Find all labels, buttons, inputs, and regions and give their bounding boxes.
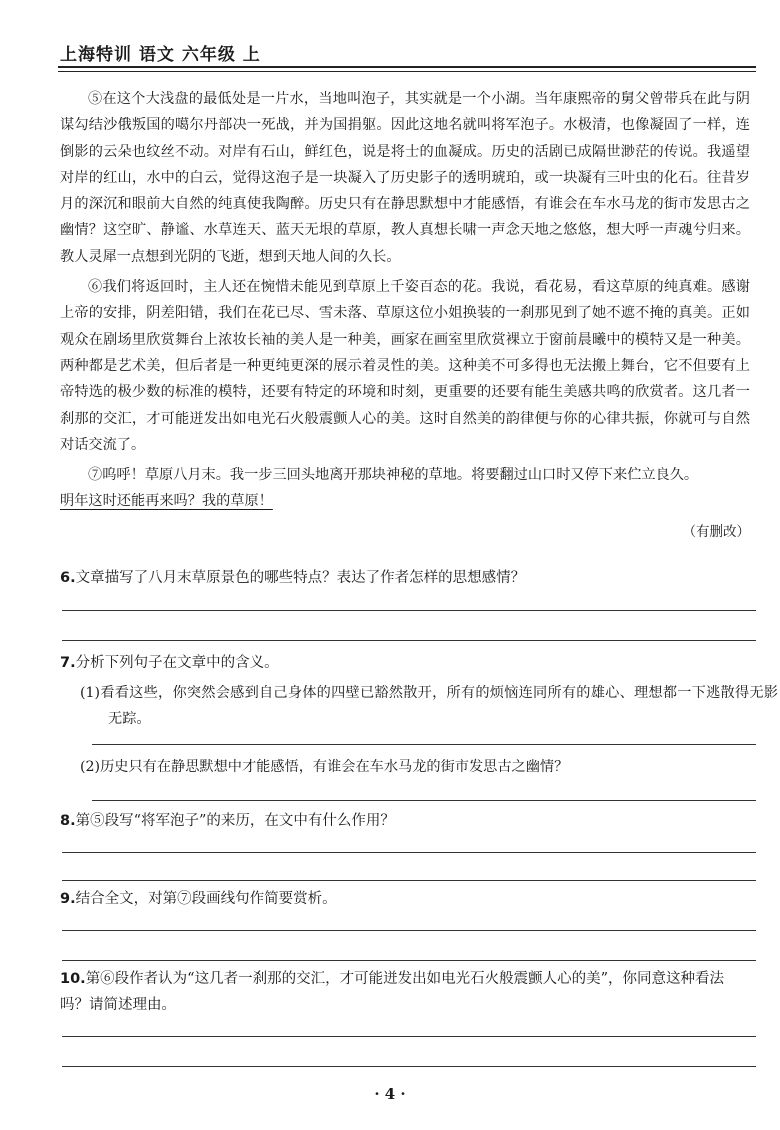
paragraph-7 [60,462,750,488]
header-rule [58,66,756,68]
question-6 [60,565,750,591]
question-text: 结合全文，对第⑦段画线句作简要赏析。 [75,891,337,907]
question-number: 9. [60,891,76,907]
question-text: 文章描写了八月末草原景色的哪些特点？表达了作者怎样的思想感情？ [75,570,526,586]
answer-line[interactable] [62,610,756,611]
answer-line[interactable] [62,852,756,853]
question-8 [60,808,750,834]
answer-line[interactable] [92,744,756,745]
question-text: 第⑤段写“将军泡子”的来历，在文中有什么作用？ [75,813,395,829]
paragraph-7-underlined [60,488,750,514]
question-7-2: (2)历史只有在静思默想中才能感悟，有谁会在车水马龙的街市发思古之幽情？ [80,759,569,775]
question-number: 8. [60,813,76,829]
paragraph-7-text: ⑦呜呼！草原八月末。我一步三回头地离开那块神秘的草地。将要翻过山口时又停下来伫立良久。 [88,467,699,484]
question-number: 6. [60,570,76,586]
answer-line[interactable] [62,1036,756,1037]
answer-line[interactable] [62,930,756,931]
answer-line[interactable] [92,800,756,801]
question-text: 第⑥段作者认为“这几者一刹那的交汇，才可能迸发出如电光石火般震颤人心的美”，你同意这种看法吗？请简述理由。 [60,971,725,1013]
answer-line[interactable] [62,880,756,881]
reading-passage [60,86,750,543]
paragraph-6: ⑥我们将返回时，主人还在惋惜未能见到草原上千姿百态的花。我说，看花易，看这草原的纯真难。感谢上帝的安排，阴差阳错，我们在花已尽、雪未落、草原这位小姐换装的一刹那见到了她不遮不掩的真美。正如观众在剧场里欣赏舞台上浓妆长袖的美人是一种美，画家在画室里欣赏裸立于窗前晨曦中的模特又是一种美。两种都是艺术美，但后者是一种更纯更深的展示着灵性的美。这种美不可多得也无法搬上舞台，它不但要有上帝特选的极少数的标准的模特，还要有特定的环境和时刻，更重要的还要有能生美感共鸣的欣赏者。这几者一刹那的交汇，才可能迸发出如电光石火般震颤人心的美。这时自然美的韵律便与你的心律共振，你就可与自然对话交流了。 [60,279,750,453]
question-number: 7. [60,655,76,671]
answer-line[interactable] [62,960,756,961]
question-10 [60,966,750,1018]
answer-line[interactable] [62,640,756,641]
question-9 [60,886,750,912]
paragraph-5: ⑤在这个大浅盘的最低处是一片水，当地叫泡子，其实就是一个小湖。当年康熙帝的舅父曾带兵在此与阴谋勾结沙俄叛国的噶尔丹部决一死战，并为国捐躯。因此这地名就叫将军泡子。水极清，也像凝固了一样，连倒影的云朵也纹丝不动。对岸有石山，鲜红色，说是将士的血凝成。历史的活剧已成隔世渺茫的传说。我遥望对岸的红山，水中的白云，觉得这泡子是一块凝入了历史影子的透明琥珀，或一块凝有三叶虫的化石。往昔岁月的深沉和眼前大自然的纯真使我陶醉。历史只有在静思默想中才能感悟，有谁会在车水马龙的街市发思古之幽情？这空旷、静谧、水草连天、蓝天无垠的草原，教人真想长啸一声念天地之悠悠，想大呼一声魂兮归来。教人灵犀一点想到光阴的飞逝，想到天地人间的久长。 [60,91,750,265]
question-7-1: (1)看看这些，你突然会感到自己身体的四壁已豁然散开，所有的烦恼连同所有的雄心、理想都一下逃散得无影无踪。 [80,685,778,727]
page-header: 上海特训 语文 六年级 上 [60,45,261,65]
answer-line[interactable] [62,1066,756,1067]
header-rule-thin [58,71,756,72]
source-note: （有删改） [682,523,750,540]
question-number: 10. [60,971,86,987]
underlined-sentence: 明年这时还能再来吗？我的草原！ [60,493,273,510]
question-7 [60,650,750,676]
question-text: 分析下列句子在文章中的含义。 [75,655,279,671]
page-number: · 4 · [374,1085,406,1103]
